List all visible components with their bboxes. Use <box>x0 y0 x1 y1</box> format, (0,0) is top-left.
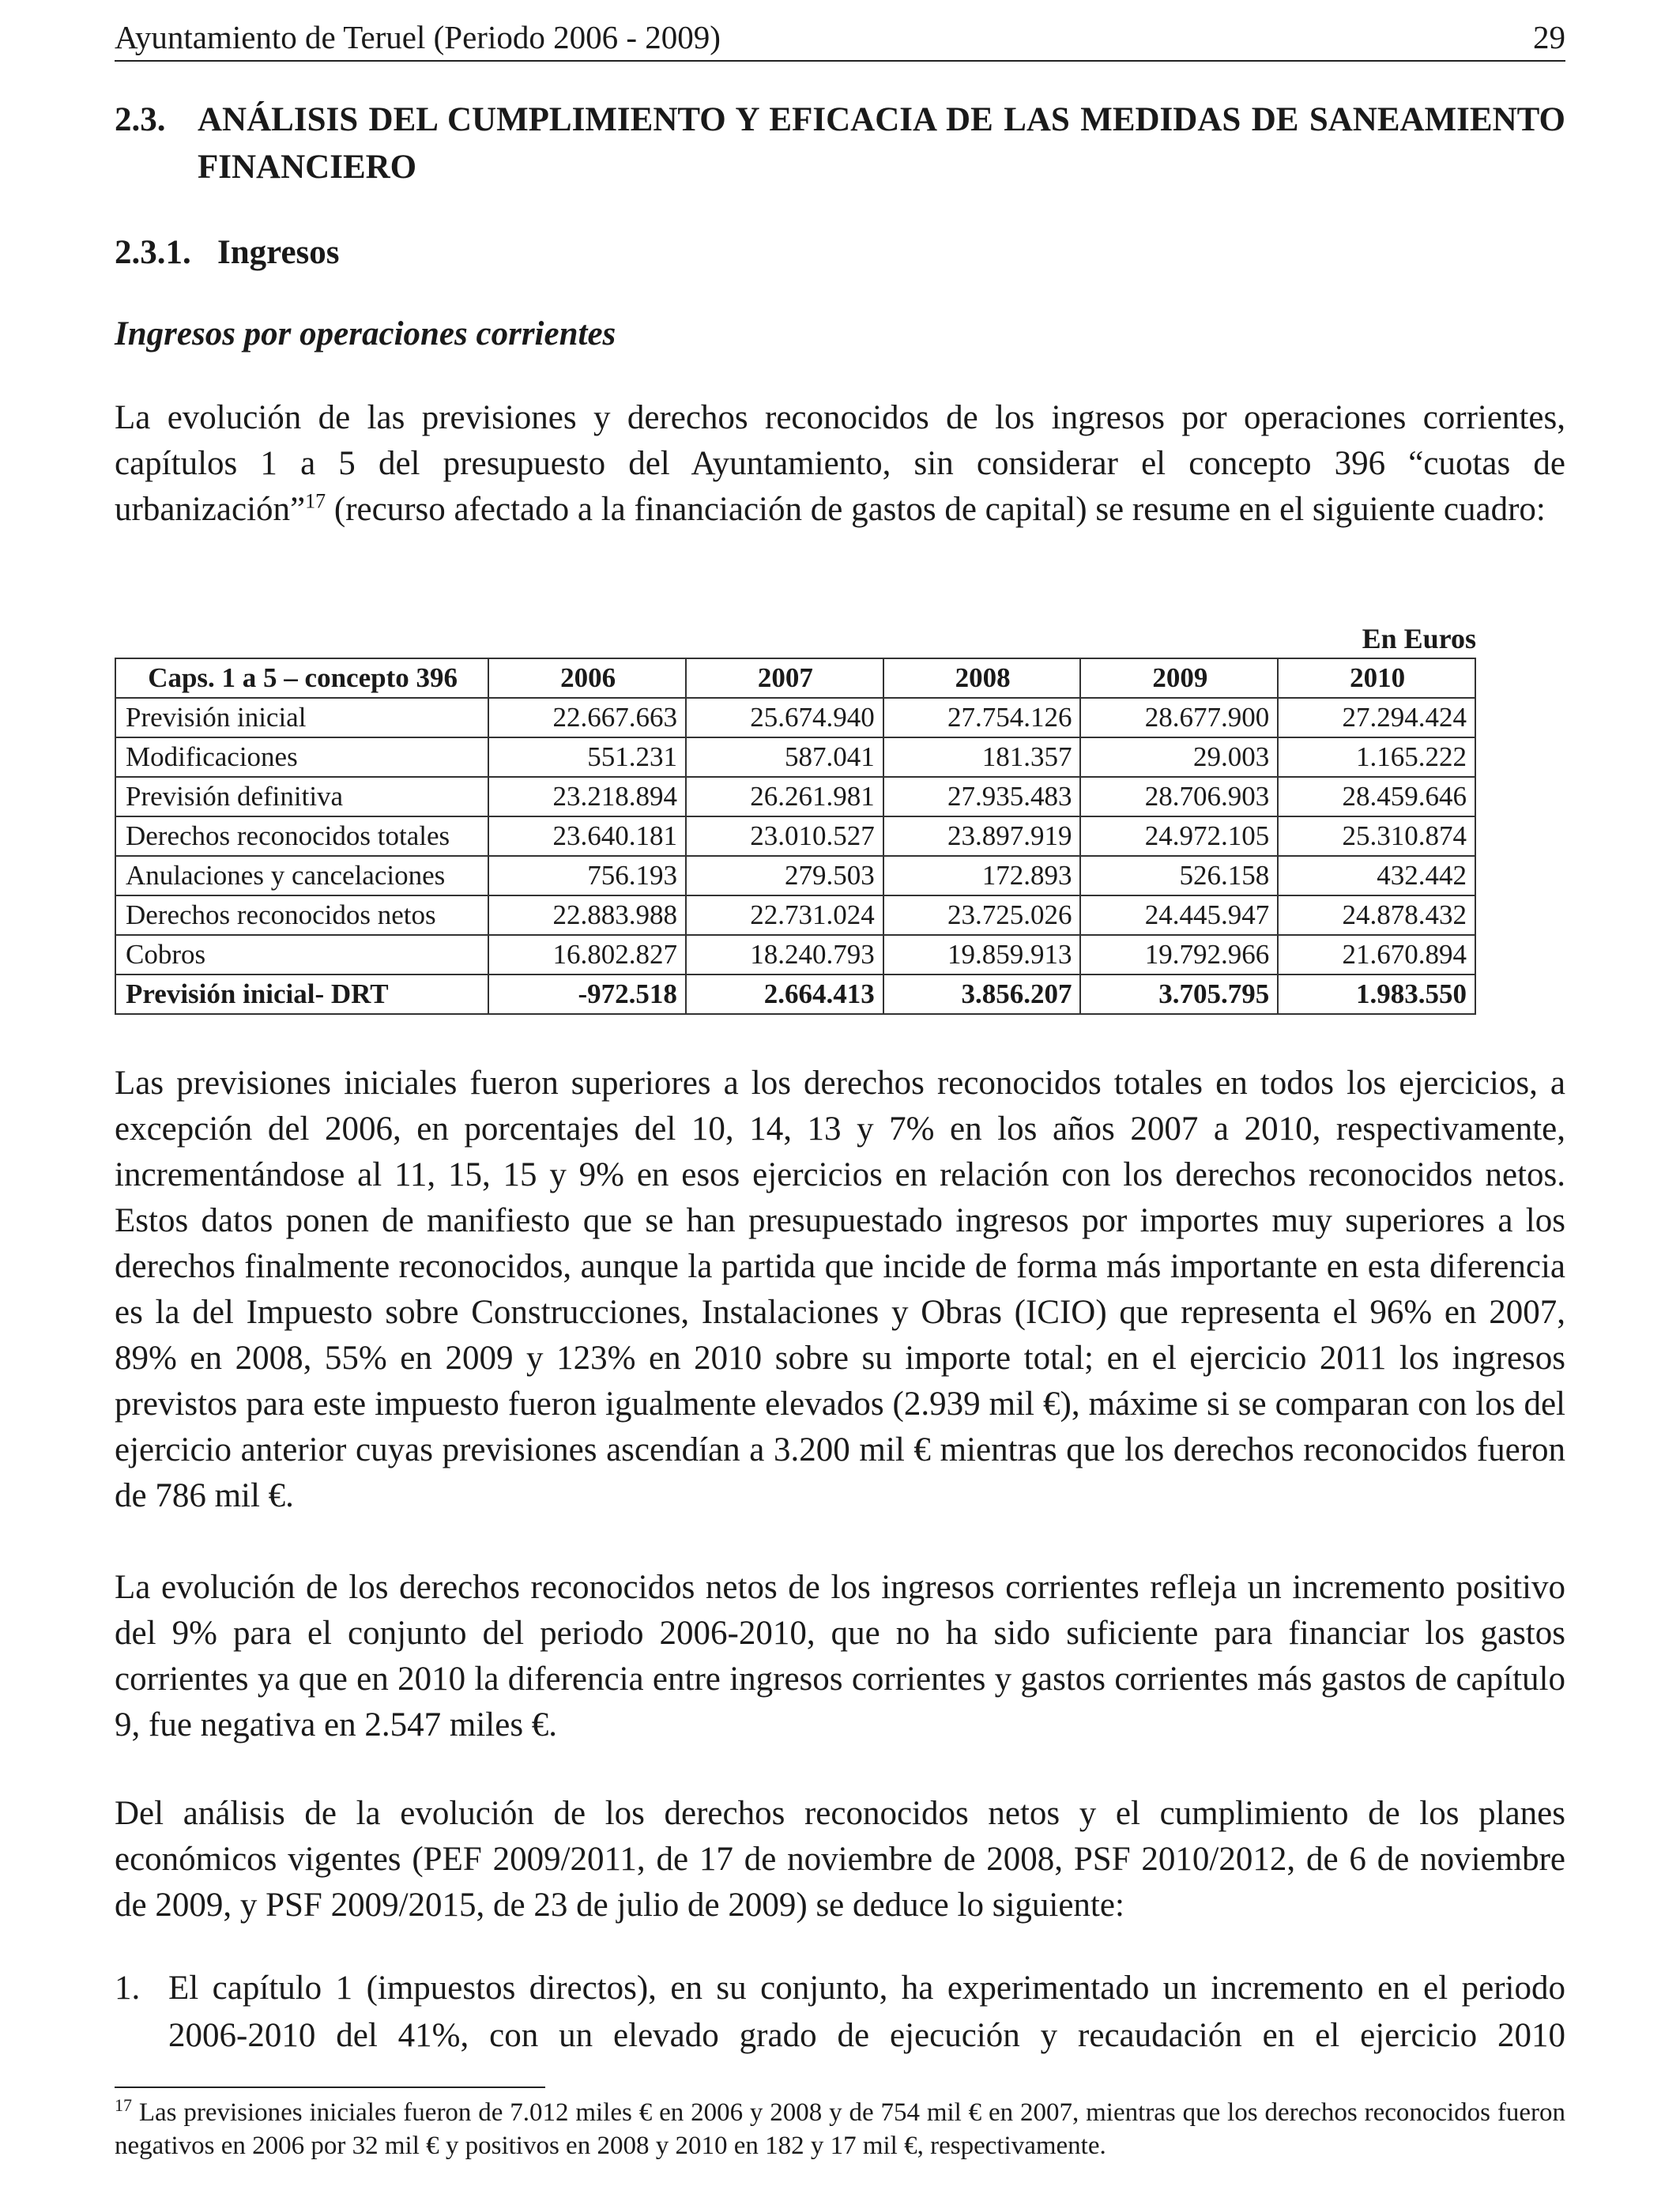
table-cell: 22.731.024 <box>686 895 883 935</box>
table-cell: 25.310.874 <box>1278 816 1475 856</box>
table-cell: 587.041 <box>686 737 883 777</box>
row-label: Previsión definitiva <box>115 777 488 816</box>
row-label: Cobros <box>115 935 488 974</box>
list-item <box>115 1965 1565 2060</box>
subsection-title: Ingresos <box>217 234 340 271</box>
section-heading <box>115 96 1565 191</box>
table-header-cell: 2007 <box>686 658 883 698</box>
list-item-number: 1. <box>115 1970 141 2007</box>
table-row <box>115 816 1475 856</box>
table-cell: 2.664.413 <box>686 974 883 1014</box>
subsection-number: 2.3.1. <box>115 234 191 271</box>
table-row <box>115 935 1475 974</box>
page-number: 29 <box>1533 19 1565 55</box>
table-cell: 3.856.207 <box>883 974 1081 1014</box>
table-cell: 27.935.483 <box>883 777 1081 816</box>
row-label: Previsión inicial- DRT <box>115 974 488 1014</box>
intro-text-after: (recurso afectado a la financiación de gastos de capital) se resume en el siguiente cuadro: <box>326 491 1546 528</box>
table-cell: 756.193 <box>488 856 686 895</box>
table-cell: 1.983.550 <box>1278 974 1475 1014</box>
table-cell: 27.294.424 <box>1278 698 1475 737</box>
table-row <box>115 895 1475 935</box>
table-header-cell: 2006 <box>488 658 686 698</box>
list-item-text: El capítulo 1 (impuestos directos), en su conjunto, ha experimentado un incremento en el periodo 2006-2010 del 41%, con un elevado grado de ejecución y recaudación en el ejercicio 2010 <box>168 1970 1565 2054</box>
table-cell: 279.503 <box>686 856 883 895</box>
table-row <box>115 777 1475 816</box>
table-cell: 25.674.940 <box>686 698 883 737</box>
subsection-heading <box>115 231 340 275</box>
table-cell: 22.883.988 <box>488 895 686 935</box>
section-title: ANÁLISIS DEL CUMPLIMIENTO Y EFICACIA DE LAS MEDIDAS DE SANEAMIENTO FINANCIERO <box>198 101 1565 186</box>
footnote-text: Las previsiones iniciales fueron de 7.012 miles € en 2006 y 2008 y de 754 mil € en 2007, mientras que los derechos reconocidos fueron negativos en 2006 por 32 mil € y positivos en 2008 y 2010 en 182 y 17 mil €, respectivamente. <box>115 2098 1565 2160</box>
table-total-row <box>115 974 1475 1014</box>
table-cell: -972.518 <box>488 974 686 1014</box>
table-cell: 551.231 <box>488 737 686 777</box>
footnote <box>115 2096 1565 2162</box>
paragraph-previsiones: Las previsiones iniciales fueron superiores a los derechos reconocidos totales en todos los ejercicios, a excepción del 2006, en porcentajes del 10, 14, 13 y 7% en los años 2007 a 2010, respectivamente, incrementándose al 11, 15, 15 y 9% en esos ejercicios en relación con los derechos reconocidos netos. Estos datos ponen de manifiesto que se han presupuestado ingresos por importes muy superiores a los derechos finalmente reconocidos, aunque la partida que incide de forma más importante en esta diferencia es la del Impuesto sobre Construcciones, Instalaciones y Obras (ICIO) que representa el 96% en 2007, 89% en 2008, 55% en 2009 y 123% en 2010 sobre su importe total; en el ejercicio 2011 los ingresos previstos para este impuesto fueron igualmente elevados (2.939 mil €), máxime si se comparan con los del ejercicio anterior cuyas previsiones ascendían a 3.200 mil € mientras que los derechos reconocidos fueron de 786 mil €. <box>115 1065 1565 1514</box>
table-cell: 24.972.105 <box>1080 816 1278 856</box>
table-unit-label: En Euros <box>1362 623 1476 654</box>
table-header-cell: 2008 <box>883 658 1081 698</box>
table-cell: 432.442 <box>1278 856 1475 895</box>
footnote-reference: 17 <box>305 489 326 513</box>
table-cell: 18.240.793 <box>686 935 883 974</box>
table-header-row <box>115 658 1475 698</box>
row-label: Modificaciones <box>115 737 488 777</box>
paragraph-analisis: Del análisis de la evolución de los derechos reconocidos netos y el cumplimiento de los planes económicos vigentes (PEF 2009/2011, de 17 de noviembre de 2008, PSF 2010/2012, de 6 de noviembre de 2009, y PSF 2009/2015, de 23 de julio de 2009) se deduce lo siguiente: <box>115 1795 1565 1924</box>
table-header-cell: 2009 <box>1080 658 1278 698</box>
table-cell: 526.158 <box>1080 856 1278 895</box>
page-header <box>115 17 1565 62</box>
row-label: Derechos reconocidos netos <box>115 895 488 935</box>
table-cell: 19.859.913 <box>883 935 1081 974</box>
table-cell: 23.218.894 <box>488 777 686 816</box>
table-cell: 29.003 <box>1080 737 1278 777</box>
row-label: Derechos reconocidos totales <box>115 816 488 856</box>
row-label: Anulaciones y cancelaciones <box>115 856 488 895</box>
section-number: 2.3. <box>115 101 166 138</box>
subheading: Ingresos por operaciones corrientes <box>115 315 616 352</box>
footnote-marker: 17 <box>115 2095 132 2115</box>
footnote-divider <box>115 2087 545 2088</box>
table-cell: 3.705.795 <box>1080 974 1278 1014</box>
table-header-cell: 2010 <box>1278 658 1475 698</box>
table-cell: 172.893 <box>883 856 1081 895</box>
table-row <box>115 737 1475 777</box>
table-cell: 26.261.981 <box>686 777 883 816</box>
table-cell: 28.677.900 <box>1080 698 1278 737</box>
table-cell: 27.754.126 <box>883 698 1081 737</box>
table-cell: 23.640.181 <box>488 816 686 856</box>
table-cell: 16.802.827 <box>488 935 686 974</box>
table-cell: 24.878.432 <box>1278 895 1475 935</box>
table-cell: 23.010.527 <box>686 816 883 856</box>
table-cell: 1.165.222 <box>1278 737 1475 777</box>
revenue-table <box>115 658 1476 1015</box>
table-header-cell: Caps. 1 a 5 – concepto 396 <box>115 658 488 698</box>
table-cell: 28.706.903 <box>1080 777 1278 816</box>
intro-text-before: La evolución de las previsiones y derechos reconocidos de los ingresos por operaciones corrientes, capítulos 1 a 5 del presupuesto del Ayuntamiento, sin considerar el concepto 396 “cuotas de urbanización” <box>115 399 1565 528</box>
intro-paragraph <box>115 395 1565 533</box>
table-row <box>115 856 1475 895</box>
table-cell: 23.725.026 <box>883 895 1081 935</box>
table-cell: 23.897.919 <box>883 816 1081 856</box>
row-label: Previsión inicial <box>115 698 488 737</box>
table-cell: 24.445.947 <box>1080 895 1278 935</box>
table-cell: 28.459.646 <box>1278 777 1475 816</box>
table-cell: 21.670.894 <box>1278 935 1475 974</box>
paragraph-evolucion: La evolución de los derechos reconocidos netos de los ingresos corrientes refleja un incremento positivo del 9% para el conjunto del periodo 2006-2010, que no ha sido suficiente para financiar los gastos corrientes ya que en 2010 la diferencia entre ingresos corrientes y gastos corrientes más gastos de capítulo 9, fue negativa en 2.547 miles €. <box>115 1569 1565 1744</box>
table-cell: 19.792.966 <box>1080 935 1278 974</box>
header-title: Ayuntamiento de Teruel (Periodo 2006 - 2009) <box>115 19 721 55</box>
table-row <box>115 698 1475 737</box>
table-cell: 181.357 <box>883 737 1081 777</box>
table-cell: 22.667.663 <box>488 698 686 737</box>
